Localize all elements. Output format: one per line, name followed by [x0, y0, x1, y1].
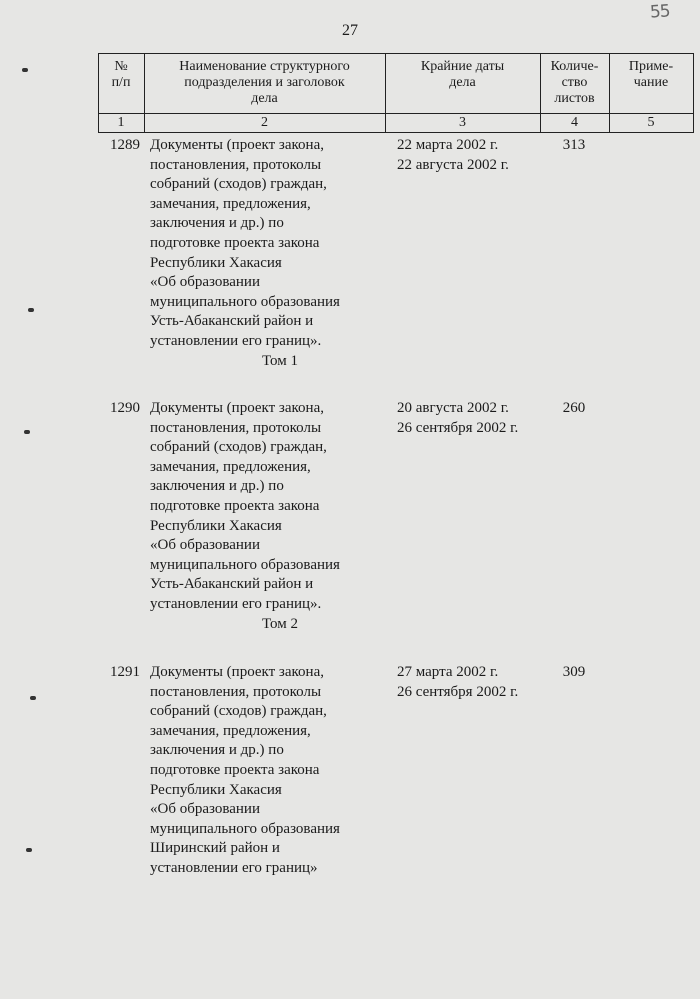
title-line: Усть-Абаканский район и	[150, 576, 314, 593]
title-line: Документы (проект закона,	[150, 664, 324, 680]
column-number: 2	[261, 115, 268, 130]
column-number: 4	[571, 115, 578, 130]
column-number: 1	[117, 115, 125, 130]
record-sheet-count: 313	[562, 137, 586, 153]
table-header	[98, 53, 694, 133]
record-number: 1290	[110, 400, 140, 416]
date-line: 22 марта 2002 г.	[397, 137, 499, 153]
header-dates: Крайние даты дела	[420, 59, 505, 90]
title-line: Документы (проект закона,	[150, 137, 324, 153]
title-line: «Об образовании	[150, 274, 260, 291]
binding-hole	[28, 308, 34, 312]
title-line: Республики Хакасия	[150, 254, 282, 271]
column-number: 3	[459, 115, 466, 130]
date-line: 26 сентября 2002 г.	[397, 683, 519, 700]
binding-hole	[30, 696, 36, 700]
record-sheet-count: 309	[562, 664, 586, 680]
title-line: замечания, предложения,	[150, 195, 311, 212]
title-line: Усть-Абаканский район и	[150, 313, 314, 330]
header-bottom-rule	[98, 132, 694, 133]
binding-hole	[24, 430, 30, 434]
title-line: «Об образовании	[150, 537, 260, 554]
title-line: Республики Хакасия	[150, 517, 282, 534]
title-line: установлении его границ».	[150, 332, 322, 349]
date-line: 20 августа 2002 г.	[397, 400, 509, 416]
title-line: постановления, протоколы	[150, 683, 322, 700]
title-line: подготовке проекта закона	[150, 234, 320, 251]
title-line: постановления, протоколы	[150, 156, 322, 173]
title-line: установлении его границ»	[150, 859, 318, 876]
title-line: Документы (проект закона,	[150, 400, 324, 416]
title-line: муниципального образования	[150, 293, 340, 310]
record-title	[150, 663, 380, 879]
title-line: заключения и др.) по	[150, 478, 284, 495]
title-line: Ширинский район и	[150, 840, 280, 857]
title-line: замечания, предложения,	[150, 458, 311, 475]
title-line: собраний (сходов) граждан,	[150, 439, 327, 456]
header-note: Приме- чание	[628, 59, 674, 90]
date-line: 22 августа 2002 г.	[397, 156, 509, 173]
record-sheet-count: 260	[562, 400, 586, 416]
record-dates	[397, 663, 537, 702]
header-title: Наименование структурного подразделения и заголовок дела	[179, 59, 350, 106]
title-line: Республики Хакасия	[150, 781, 282, 798]
column-number: 5	[647, 115, 655, 130]
title-line: подготовке проекта закона	[150, 761, 320, 778]
title-line: заключения и др.) по	[150, 742, 284, 759]
title-line: установлении его границ».	[150, 595, 322, 612]
page-number: 27	[342, 22, 358, 39]
header-mid-rule	[98, 113, 694, 114]
title-line: муниципального образования	[150, 556, 340, 573]
title-line: заключения и др.) по	[150, 215, 284, 232]
header-number: № п/п	[111, 59, 131, 90]
date-line: 26 сентября 2002 г.	[397, 419, 519, 436]
volume-label: Том 2	[262, 615, 298, 632]
binding-hole	[26, 848, 32, 852]
title-line: постановления, протоколы	[150, 419, 322, 436]
volume-label: Том 1	[262, 352, 298, 369]
archive-sheet-mark: 55	[649, 1, 671, 23]
date-line: 27 марта 2002 г.	[397, 664, 499, 680]
record-number: 1291	[110, 664, 140, 680]
column-divider	[693, 53, 694, 133]
title-line: собраний (сходов) граждан,	[150, 703, 327, 720]
header-top-rule	[98, 53, 694, 54]
record-dates	[397, 399, 537, 438]
record-title	[150, 136, 380, 371]
record-dates	[397, 136, 537, 175]
title-line: «Об образовании	[150, 801, 260, 818]
title-line: подготовке проекта закона	[150, 497, 320, 514]
record-title	[150, 399, 380, 634]
title-line: муниципального образования	[150, 820, 340, 837]
binding-hole	[22, 68, 28, 72]
title-line: замечания, предложения,	[150, 722, 311, 739]
record-number: 1289	[110, 137, 140, 153]
title-line: собраний (сходов) граждан,	[150, 176, 327, 193]
header-sheet-count: Количе- ство листов	[550, 59, 599, 106]
